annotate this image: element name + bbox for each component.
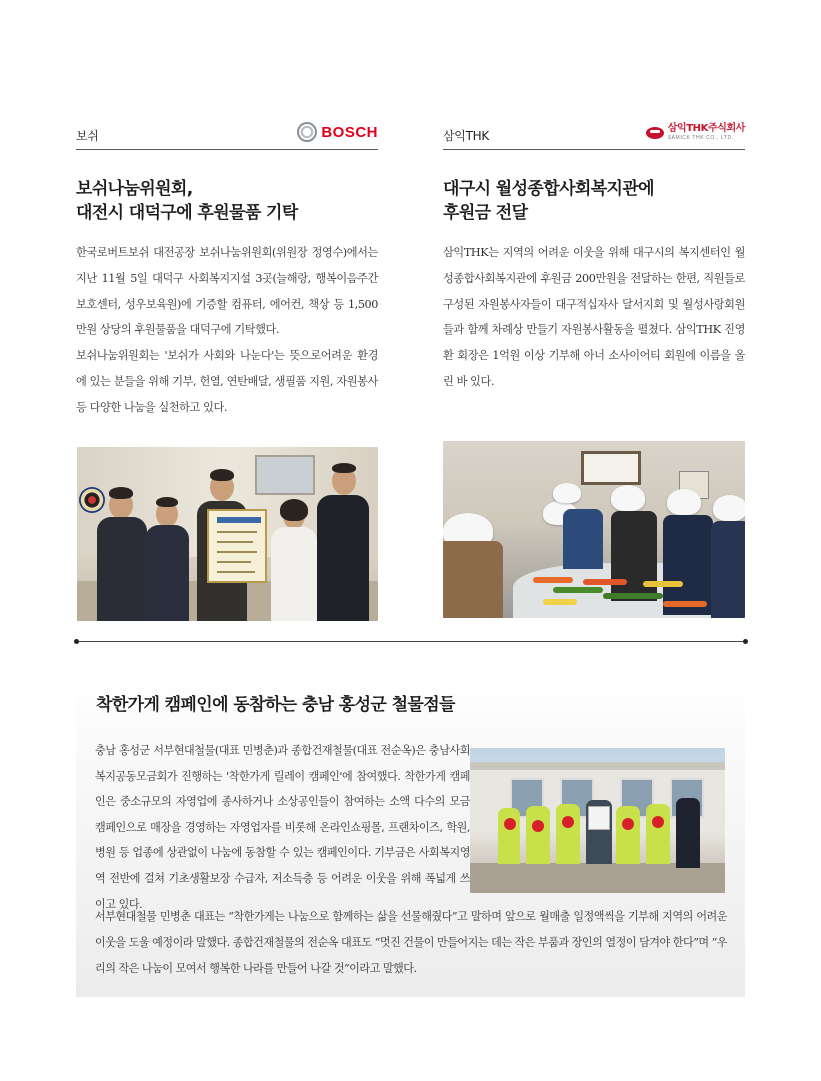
bosch-donation-photo xyxy=(77,447,378,621)
bosch-paragraph-2: 보쉬나눔위원회는 '보쉬가 사회와 나눈다'는 뜻으로어려운 환경에 있는 분들을 위해 기부, 헌열, 연탄배달, 생필품 지원, 자원봉사 등 다양한 나눔을 실천하고 있다. xyxy=(76,349,378,414)
samick-volunteer-photo xyxy=(443,441,745,618)
feature-title: 착한가게 캠페인에 동참하는 충남 홍성군 철물점들 xyxy=(96,695,455,715)
bosch-article-body xyxy=(76,240,378,421)
feature-paragraph-wrapped: 충남 홍성군 서부현대철물(대표 민병춘)과 종합건재철물(대표 전순옥)은 충남사회복지공동모금회가 진행하는 '착한가게 릴레이 캠페인'에 참여했다. 착한가게 캠페인은 중소규모의 자영업에 종사하거나 소상공인들이 참여하는 소액 다수의 모금 캠페인으로 매장을 경영하는 자영업자를 비롯해 온라인쇼핑몰, 프랜차이즈, 학원, 병원 등 업종에 상관없이 나눔에 동참할 수 있는 캠페인이다. 기부금은 사회복지영역 전반에 걸쳐 기초생활보장 수급자, 저소득층 등 어려운 이웃을 위해 폭넓게 쓰이고 있다. xyxy=(95,744,470,911)
donation-plaque xyxy=(207,509,267,583)
bosch-article-title xyxy=(76,177,378,225)
bosch-armature-icon xyxy=(297,122,317,142)
samick-article-body xyxy=(443,240,745,395)
bosch-company-name: 보쉬 xyxy=(76,129,99,143)
samick-title-line-2: 후원금 전달 xyxy=(443,203,528,223)
bosch-logo xyxy=(297,121,378,143)
bosch-header-bar xyxy=(76,118,378,150)
hardware-store-photo xyxy=(470,748,725,893)
samick-article-title xyxy=(443,177,745,225)
samick-paragraph-1: 삼익THK는 지역의 어려운 이웃을 위해 대구시의 복지센터인 월성종합사회복지관에 후원금 200만원을 전달하는 한편, 직원들로 구성된 자원봉사자들이 대구적십자사 달서지회 및 월성사랑회원들과 함께 차례상 만들기 자원봉사활동을 펼쳤다. 삼익THK 진영환 회장은 1억원 이상 기부해 아너 소사이어티 회원에 이름을 올린 바 있다. xyxy=(443,246,745,388)
bosch-logo-text: BOSCH xyxy=(321,123,378,141)
bosch-paragraph-1: 한국로버트보쉬 대전공장 보쉬나눔위원회(위원장 정영수)에서는 지난 11월 5일 대덕구 사회복지지설 3곳(늘해랑, 행복이음주간보호센터, 성우보육원)에 기증할 컴퓨터, 에어컨, 책상 등 1,500만원 상당의 후원물품을 대덕구에 기탁했다. xyxy=(76,246,378,337)
section-divider xyxy=(76,641,746,642)
samick-emblem-icon xyxy=(646,127,664,139)
bosch-title-line-2: 대전시 대덕구에 후원물품 기탁 xyxy=(76,203,298,223)
samick-logo xyxy=(646,124,745,141)
wall-board xyxy=(581,451,641,485)
feature-paragraph-full: 서부현대철물 민병춘 대표는 “착한가게는 나눔으로 함께하는 삶을 선물해줬다”고 말하며 앞으로 월매출 일정액씩을 기부해 지역의 어려운 이웃을 도울 예정이라 말했다. 종합건재철물의 전순옥 대표도 “멋진 건물이 만들어지는 데는 작은 부품과 장인의 열정이 담겨야 한다”며 “우리의 작은 나눔이 모여서 행복한 나라를 만들어 나갈 것”이라고 말했다. xyxy=(95,910,727,975)
samick-logo-subtext: SAMICK THK CO., LTD. xyxy=(667,135,734,141)
bosch-title-line-1: 보쉬나눔위원회, xyxy=(76,179,193,199)
samick-company-name: 삼익THK xyxy=(443,129,489,143)
samick-logo-text: 삼익THK주식회사 xyxy=(667,123,745,134)
samick-title-line-1: 대구시 월성종합사회복지관에 xyxy=(443,179,655,199)
samick-header-bar xyxy=(443,118,745,150)
